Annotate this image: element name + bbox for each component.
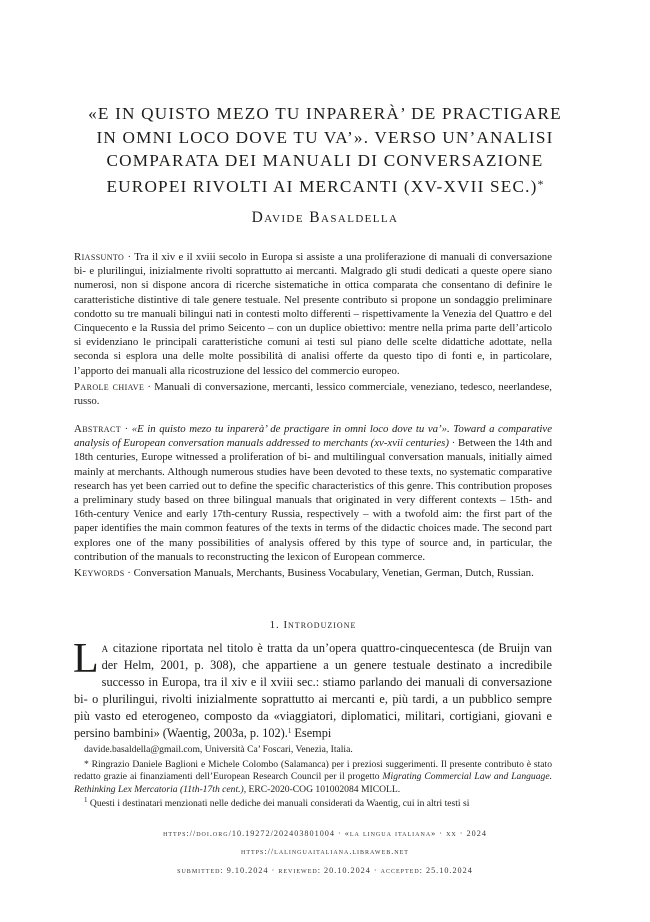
- section-heading: 1. Introduzione: [269, 619, 357, 631]
- footnotes: [74, 744, 552, 813]
- footer-url[interactable]: https://lalinguaitaliana.libraweb.net: [241, 847, 409, 856]
- parole-chiave-text: Manuali di conversazione, mercanti, lessico commerciale, veneziano, tedesco, neerlandese, russo.: [74, 380, 552, 408]
- body-text: citazione riportata nel titolo è tratta da un’opera quattro-cinquecentesca (de Bruijn van der Helm, 2001, p. 308), che appartiene a un genere testuale destinato a incredibile successo in Europa, tra il xiv e il xviii sec.: stiamo parlando dei manuali di conversazione bi- o plurilingui, rivolti inizialmente soprattutto ai mercanti e, più tardi, a un pubblico sempre più vasto ed eterogeneo, composto da «viaggiatori, diplomatici, militari, cortigiani, giovani e persino bambini» (Waentig, 2003a, p. 102).: [74, 641, 552, 740]
- author-name: Davide Basaldella: [251, 209, 399, 226]
- footnote-star-text-b: , ERC-2020-COG 101002084 MICOLL.: [243, 783, 401, 795]
- footnote-1: [74, 798, 552, 811]
- drop-cap: L: [73, 636, 99, 682]
- footnote-star-text-a: Ringrazio Daniele Baglioni e Michele Colombo (Salamanca) per i preziosi suggerimenti. Il presente contributo è stato redatto grazie ai finanziamenti dell’European Research Council per il progetto: [74, 758, 552, 783]
- abstract-text: Between the 14th and 18th centuries, Europe witnessed a proliferation of bi- and multilingual conversation manuals, initially aimed mainly at merchants. Although numerous studies have been devoted to these texts, no systematic comparative research has yet been carried out to define the specific characteristics of this genre. This contribution proposes a preliminary study based on three bilingual manuals that originated in very different contexts – 15th- and 16th-century Venice and early 17th-century Russia, respectively – with a twofold aim: the first part of the paper identifies the main common features of the texts in terms of the didactic choices made. The second part explores one of the many possibilities of analysis offered by this type of source and, in particular, the contribution of the manuals to reconstructing the lexicon of European commerce.: [74, 437, 552, 563]
- footnote-1-mark: 1: [84, 796, 88, 805]
- body-lead: a: [101, 641, 109, 655]
- abstract-title: «E in quisto mezo tu inparerà’ de practigare in omni loco dove tu va’». Toward a comparative analysis of European conversation manuals addressed to merchants (xv-xvii centuries): [74, 423, 552, 450]
- parole-chiave-block: Parole chiave · Manuali di conversazione, mercanti, lessico commerciale, veneziano, tedesco, neerlandese, russo.: [74, 380, 552, 408]
- keywords-block: Keywords · Conversation Manuals, Merchants, Business Vocabulary, Venetian, German, Dutch, Russian.: [74, 567, 534, 580]
- riassunto-text: Tra il xiv e il xviii secolo in Europa si assiste a una proliferazione di manuali di conversazione bi- e plurilingui, inizialmente rivolti soprattutto ai mercanti. Malgrado gli studi dedicati a queste opere siano numerosi, non si dispone ancora di ricerche sistematiche in ottica comparata che consentano di definire le caratteristiche distintive di tale genere testuale. Nel presente contributo si propone un sondaggio preliminare condotto su tre manuali bilingui nati in contesti molto differenti – rispettivamente la Venezia del Quattro e del Cinquecento e la Russia del primo Seicento – con un duplice obiettivo: mentre nella prima parte dell’articolo si evidenziano le principali caratteristiche comuni ai testi sul piano delle scelte didattiche adottate, nella seconda si esplora una delle molte possibilità di analisi offerte da questo tipo di fonti e, in particolare, l’apporto dei manuali alla ricostruzione del lessico del commercio europeo.: [74, 251, 552, 377]
- body-tail: Esempi: [291, 725, 332, 740]
- footer-dates: submitted: 9.10.2024 · reviewed: 20.10.2024 · accepted: 25.10.2024: [177, 866, 473, 875]
- riassunto-label: Riassunto: [74, 251, 125, 263]
- footnote-star: [74, 759, 552, 797]
- author-email: davide.basaldella@gmail.com, Università Ca’ Foscari, Venezia, Italia.: [84, 744, 353, 755]
- title-footnote-star[interactable]: *: [537, 176, 544, 191]
- footnote-ref-1[interactable]: 1: [287, 726, 292, 735]
- title-line-2: IN OMNI LOCO DOVE TU VA’». VERSO UN’ANALISI: [96, 127, 554, 147]
- body-paragraph: [73, 636, 552, 741]
- abstract-label: Abstract: [74, 423, 122, 435]
- footer-doi[interactable]: https://doi.org/10.19272/202403801004 · «la lingua italiana» · xx · 2024: [163, 829, 487, 838]
- title-line-3: COMPARATA DEI MANUALI DI CONVERSAZIONE: [106, 151, 544, 170]
- title-line-4-text: EUROPEI RIVOLTI AI MERCANTI (XV-XVII SEC.): [106, 176, 538, 196]
- parole-chiave-label: Parole chiave: [74, 380, 145, 393]
- riassunto-separator: ·: [124, 251, 135, 263]
- abstract-block: Abstract · «E in quisto mezo tu inparerà’ de practigare in omni loco dove tu va’». Toward a comparative analysis of European conversation manuals addressed to merchants (xv-xvii centuries) · Between the 14th and 18th centuries, Europe witnessed a proliferation of bi- and multilingual conversation manuals, initially aimed mainly at merchants. Although numerous studies have been devoted to these texts, no systematic comparative research has yet been carried out to define the specific characteristics of this genre. This contribution proposes a preliminary study based on three bilingual manuals that originated in very different contexts – 15th- and 16th-century Venice and early 17th-century Russia, respectively – with a twofold aim: the first part of the paper identifies the main common features of the texts in terms of the didactic choices made. The second part explores one of the many possibilities of analysis offered by this type of source and, in particular, the contribution of the manuals to reconstructing the lexicon of European commerce. Keywords · Conversation Manuals, Merchants, Business Vocabulary, Venetian, German, Dutch, Russian.: [74, 423, 552, 580]
- riassunto-block: [74, 250, 552, 408]
- title-line-4: [40, 173, 610, 199]
- author-affiliation: [74, 744, 552, 757]
- footnote-star-project: Migrating Commercial Law and Language. Rethinking Lex Mercatoria (11th-17th cent.): [74, 771, 552, 795]
- article-title: [40, 102, 610, 198]
- footnote-star-mark: *: [84, 758, 89, 770]
- keywords-text: Conversation Manuals, Merchants, Business Vocabulary, Venetian, German, Dutch, Russian.: [133, 567, 534, 580]
- footnote-1-text: Questi i destinatari menzionati nelle dediche dei manuali considerati da Waentig, cui in altri testi si: [89, 798, 470, 810]
- title-line-1: «E IN QUISTO MEZO TU INPARERÀ’ DE PRACTIGARE: [88, 104, 562, 123]
- keywords-label: Keywords: [74, 567, 125, 580]
